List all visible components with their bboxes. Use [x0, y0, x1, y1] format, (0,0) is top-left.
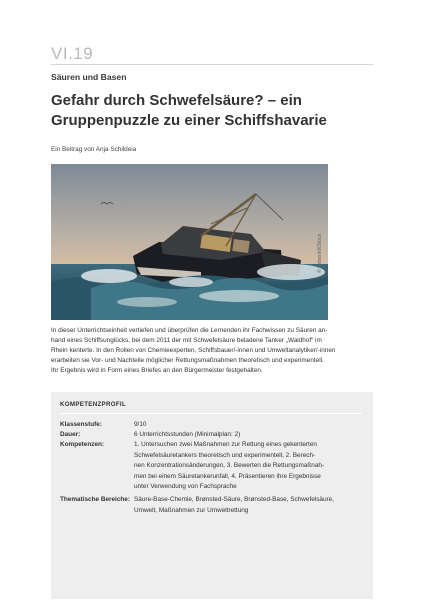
- profile-divider: [60, 413, 362, 414]
- themen-line: Säure-Base-Chemie, Brønsted-Säure, Brønsted-Base, Schwefelsäure,: [134, 496, 334, 503]
- header-divider: [51, 64, 373, 65]
- title-line-2: Gruppenpuzzle zu einer Schiffshavarie: [51, 112, 327, 129]
- title-line-1: Gefahr durch Schwefelsäure? – ein: [51, 92, 302, 109]
- author-line: Ein Beitrag von Anja Schildeia: [51, 146, 137, 153]
- kompetenzen-value: [134, 440, 370, 493]
- intro-line: erarbeiten sie Vor- und Nachteile möglicher Rettungsmaßnahmen theoretisch und experimentell.: [51, 357, 324, 364]
- kompetenzen-label: Kompetenzen:: [60, 441, 105, 448]
- intro-line: In dieser Unterrichtseinheit vertiefen und überprüfen die Lernenden ihr Fachwissen zu Säuren an-: [51, 327, 328, 334]
- klassenstufe-value: 9/10: [134, 421, 147, 428]
- page-id: VI.19: [51, 44, 94, 63]
- page-title: [51, 91, 381, 131]
- image-credit: © Esbenkl/iStock: [317, 233, 323, 273]
- kompetenzen-line: unter Verwendung von Fachsprache: [134, 483, 237, 490]
- kompetenzen-line: 1. Untersuchen zwei Maßnahmen zur Rettung eines gekenterten: [134, 441, 317, 448]
- kompetenzen-line: men bei einem Säuretankerunfall, 4. Präsentieren ihre Ergebnisse: [134, 472, 321, 480]
- themen-value: [134, 495, 370, 516]
- intro-line: Rhein kenterte. In den Rollen von Chemieexperten, Schiffsbauer/-innen und Umweltanalytiker/-innen: [51, 347, 336, 354]
- klassenstufe-label: Klassenstufe:: [60, 421, 102, 428]
- subject-label: Säuren und Basen: [51, 72, 127, 82]
- intro-paragraph: [51, 326, 373, 376]
- kompetenzen-line: Schwefelsäuretankers theoretisch und experimentell, 2. Berech-: [134, 451, 316, 459]
- intro-line: hand eines Schiffsunglücks, bei dem 2011 der mit Schwefelsäure beladene Tanker „Waldhof“ im: [51, 337, 322, 344]
- intro-line: Ihr Ergebnis wird in Form eines Briefes an den Bürgermeister festgehalten.: [51, 367, 263, 374]
- competence-profile-box: [51, 392, 373, 599]
- themen-line: Umwelt, Maßnahmen zur Umweltrettung: [134, 506, 249, 514]
- dauer-label: Dauer:: [60, 431, 81, 438]
- profile-title: KOMPETENZPROFIL: [60, 401, 127, 408]
- dauer-value: 6 Unterrichtsstunden (Minimalplan: 2): [134, 431, 241, 438]
- themen-label: Thematische Bereiche:: [60, 496, 130, 503]
- ship-photo: [51, 164, 328, 320]
- kompetenzen-line: nen Konzentrationsänderungen, 3. Bewerten die Rettungsmaßnah-: [134, 462, 325, 469]
